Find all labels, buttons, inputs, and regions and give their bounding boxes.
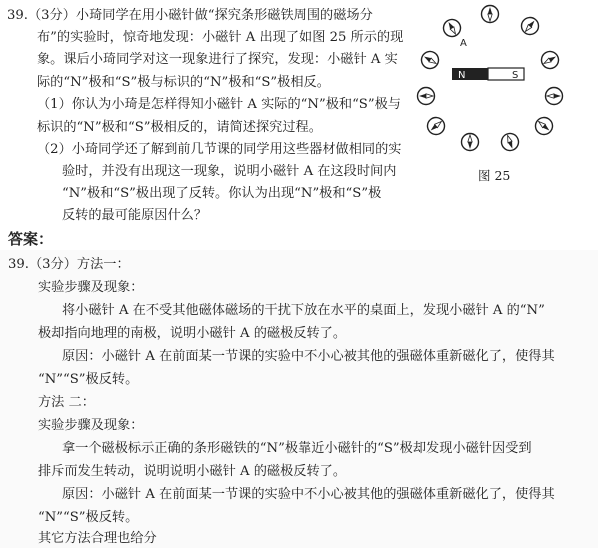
answer-label: 答案： [8,230,54,248]
magnet-s-label: S [512,70,519,81]
answer-line-4: 极却指向地理的南极，说明小磁针 A 的磁极反转了。 [38,326,347,341]
compass-needle [424,114,448,138]
answer-line-13: 其它方法合理也给分 [38,531,157,546]
compass-needle [532,114,556,138]
question-line-4: 际的“N”极和“S”极与标识的“N”极和“S”极相反。 [37,75,330,90]
compass-needle [418,48,441,71]
compass-needle [462,134,479,151]
answer-line-9: 拿一个磁极标示正确的条形磁铁的“N”极靠近小磁针的“S”极却发现小磁针因受到 [62,441,532,456]
question-line-6: 标识的“N”极和“S”极相反的，请简述探究过程。 [37,120,322,135]
compass-needle [546,88,563,105]
question-line-3: 象。课后小琦同学对这一现象进行了探究，发现：小磁针 A 实 [37,52,398,67]
answer-line-12: “N”“S”极反转。 [38,510,139,525]
figure-25 [408,2,588,182]
question-line-8: 验时，并没有出现这一现象，说明小磁针 A 在这段时间内 [62,164,397,179]
answer-line-5: 原因：小磁针 A 在前面某一节课的实验中不小心被其他的强磁体重新磁化了，使得其 [62,349,555,364]
compass-needle [538,48,561,71]
answer-line-10: 排斥而发生转动，说明说明小磁针 A 的磁极反转了。 [38,464,347,479]
compass-needle [518,14,542,38]
question-line-1: 39.（3分）小琦同学在用小磁针做“探究条形磁铁周围的磁场分 [7,8,373,23]
answer-line-8: 实验步骤及现象： [38,418,144,433]
compass-needle-a [440,16,463,39]
answer-line-2: 实验步骤及现象： [38,280,144,295]
answer-line-6: “N”“S”极反转。 [38,372,139,387]
compass-needle [418,88,435,105]
figure-caption: 图 25 [478,168,511,183]
question-line-7: （2）小琦同学还了解到前几节课的同学用这些器材做相同的实 [37,142,402,157]
compass-needle [482,6,499,23]
question-line-10: 反转的最可能原因什么？ [62,208,208,223]
answer-line-1: 39.（3分）方法一： [8,257,130,272]
compass-needle [499,131,521,153]
bar-magnet [452,68,524,81]
magnet-n-label: N [458,70,466,81]
answer-line-3: 将小磁针 A 在不受其他磁体磁场的干扰下放在水平的桌面上，发现小磁针 A 的“N” [62,303,545,318]
answer-line-7: 方法 二： [38,395,95,410]
question-line-2: 布”的实验时，惊奇地发现：小磁针 A 出现了如图 25 所示的现 [37,30,404,45]
answer-line-11: 原因：小磁针 A 在前面某一节课的实验中不小心被其他的强磁体重新磁化了，使得其 [62,487,555,502]
question-line-5: （1）你认为小琦是怎样得知小磁针 A 实际的“N”极和“S”极与 [37,97,401,112]
question-line-9: “N”极和“S”极出现了反转。你认为出现“N”极和“S”极 [62,186,382,201]
needle-a-label: A [460,38,467,49]
